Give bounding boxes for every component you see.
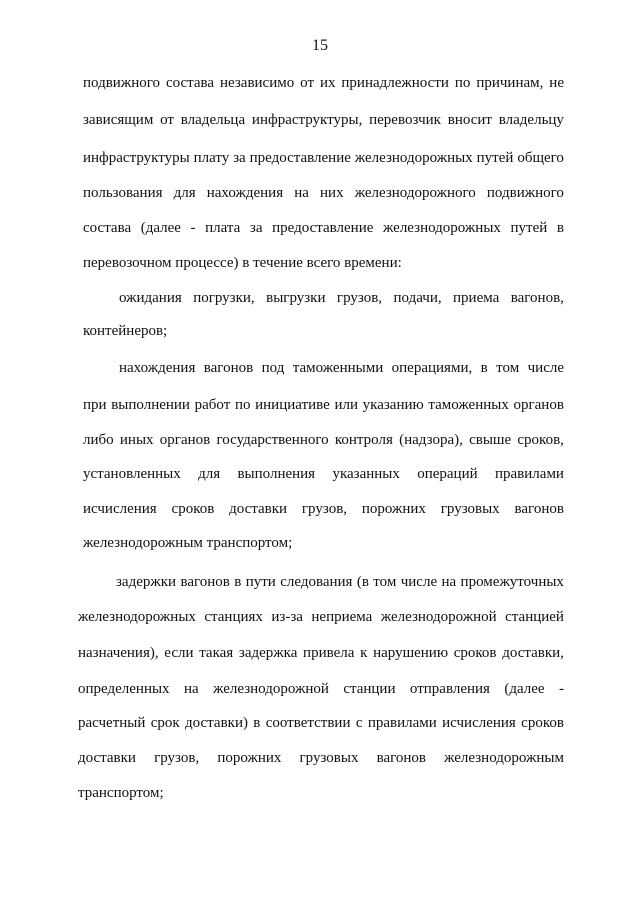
word: срок xyxy=(150,715,180,731)
word: соответствии xyxy=(265,715,351,731)
word: вагонов xyxy=(203,360,254,376)
word: состава xyxy=(165,75,215,91)
text-line xyxy=(78,680,564,698)
word: грузовых xyxy=(299,750,359,766)
word: железнодорожным xyxy=(444,750,564,766)
word: от xyxy=(300,75,315,91)
word: вагонов xyxy=(514,501,564,517)
word: следования xyxy=(280,574,353,590)
word: для xyxy=(198,466,221,482)
word: такая xyxy=(199,645,234,661)
word: либо xyxy=(83,432,114,448)
word: под xyxy=(261,360,285,376)
word: железнодорожных xyxy=(354,150,473,166)
word: доставки) xyxy=(185,715,248,731)
text-line xyxy=(119,359,564,377)
word: нахождения xyxy=(119,360,196,376)
word: органов xyxy=(159,432,211,448)
text-line: транспортом; xyxy=(78,785,164,801)
word: если xyxy=(164,645,194,661)
text-line xyxy=(83,74,564,92)
word: независимо xyxy=(220,75,295,91)
word: контроля xyxy=(334,432,393,448)
word: выгрузки xyxy=(266,290,326,306)
word: зависящим xyxy=(83,112,154,128)
word: них xyxy=(320,185,344,201)
word: доставки, xyxy=(502,645,564,661)
word: от xyxy=(160,112,174,128)
word: вносит xyxy=(447,112,492,128)
word: указанных xyxy=(332,466,400,482)
word: в xyxy=(253,715,261,731)
word: станциях xyxy=(204,609,263,625)
word: станции xyxy=(343,681,396,697)
word: неприема xyxy=(311,609,373,625)
word: правилами xyxy=(495,466,564,482)
word: таможенными xyxy=(292,360,384,376)
word: задержка xyxy=(238,645,298,661)
word: исчисления xyxy=(442,715,516,731)
word: таможенных xyxy=(428,397,509,413)
word: железнодорожной xyxy=(213,681,329,697)
word: том xyxy=(373,574,397,590)
word: за xyxy=(233,150,246,166)
word: при xyxy=(83,397,107,413)
word: пути xyxy=(245,574,276,590)
word: перевозчик xyxy=(369,112,441,128)
word: (в xyxy=(356,574,369,590)
word: исчисления xyxy=(83,501,157,517)
word: железнодорожных xyxy=(78,609,196,625)
word: промежуточных xyxy=(460,574,564,590)
word: для xyxy=(173,185,196,201)
word: органов xyxy=(513,397,564,413)
word: железнодорожного xyxy=(354,185,476,201)
word: инфраструктуры xyxy=(83,150,190,166)
word: свыше xyxy=(469,432,512,448)
text-line: перевозочном процессе) в течение всего времени: xyxy=(83,255,402,271)
text-line xyxy=(83,465,564,483)
word: назначения), xyxy=(78,645,159,661)
word: железнодорожной xyxy=(380,609,497,625)
word: общего xyxy=(517,150,564,166)
word: порожних xyxy=(361,501,426,517)
word: в xyxy=(234,574,242,590)
word: не xyxy=(549,75,564,91)
text-line: железнодорожным транспортом; xyxy=(83,535,293,551)
word: сроков xyxy=(453,645,497,661)
word: погрузки, xyxy=(193,290,255,306)
word: железнодорожных xyxy=(383,220,501,236)
word: порожних xyxy=(217,750,282,766)
word: к xyxy=(360,645,368,661)
text-line: контейнеров; xyxy=(83,323,168,339)
word: их xyxy=(319,75,336,91)
text-line xyxy=(78,714,564,732)
word: - xyxy=(558,681,564,697)
text-line xyxy=(83,149,564,167)
word: инфраструктуры, xyxy=(251,112,363,128)
word: за xyxy=(249,220,263,236)
word: вагонов, xyxy=(510,290,564,306)
word: определенных xyxy=(78,681,170,697)
text-line xyxy=(83,431,564,449)
text-line xyxy=(83,219,564,237)
text-line xyxy=(116,573,564,591)
word: работ xyxy=(194,397,231,413)
word: расчетный xyxy=(78,715,146,731)
word: грузов, xyxy=(301,501,348,517)
word: предоставление xyxy=(249,150,351,166)
word: владельца xyxy=(180,112,246,128)
word: грузовых xyxy=(440,501,500,517)
word: нахождения xyxy=(206,185,284,201)
word: приема xyxy=(453,290,500,306)
word: в xyxy=(556,220,564,236)
word: вагонов xyxy=(180,574,230,590)
word: плата xyxy=(205,220,241,236)
word: на xyxy=(183,681,199,697)
text-line xyxy=(119,289,564,307)
word: сроков xyxy=(171,501,215,517)
word: сроков, xyxy=(517,432,564,448)
word: нарушению xyxy=(373,645,449,661)
word: по xyxy=(234,397,251,413)
word: пользования xyxy=(83,185,163,201)
word: доставки xyxy=(78,750,136,766)
text-line xyxy=(83,111,564,129)
text-line xyxy=(83,184,564,202)
word: вагонов xyxy=(376,750,426,766)
word: на xyxy=(294,185,309,201)
word: числе xyxy=(527,360,564,376)
word: станцией xyxy=(505,609,564,625)
word: в xyxy=(480,360,488,376)
text-line xyxy=(78,608,564,626)
word: (надзора), xyxy=(399,432,463,448)
word: с xyxy=(355,715,363,731)
word: том xyxy=(496,360,520,376)
word: подвижного xyxy=(486,185,564,201)
word: принадлежности xyxy=(341,75,449,91)
word: подвижного xyxy=(83,75,161,91)
word: плату xyxy=(193,150,230,166)
word: предоставление xyxy=(272,220,374,236)
text-line xyxy=(83,500,564,518)
word: государственного xyxy=(216,432,329,448)
word: (далее xyxy=(504,681,545,697)
word: числе xyxy=(400,574,438,590)
word: привела xyxy=(303,645,355,661)
page-number: 15 xyxy=(312,37,328,54)
word: указанию xyxy=(362,397,424,413)
word: установленных xyxy=(83,466,181,482)
word: операциями, xyxy=(391,360,473,376)
text-line xyxy=(78,644,564,662)
word: причинам, xyxy=(476,75,544,91)
word: путей xyxy=(510,220,548,236)
word: на xyxy=(441,574,457,590)
word: ожидания xyxy=(119,290,182,306)
word: владельцу xyxy=(498,112,564,128)
word: задержки xyxy=(116,574,177,590)
word: из-за xyxy=(271,609,303,625)
word: путей xyxy=(476,150,514,166)
word: грузов, xyxy=(154,750,200,766)
word: инициативе xyxy=(255,397,330,413)
word: правилами xyxy=(367,715,437,731)
text-line xyxy=(83,396,564,414)
word: иных xyxy=(119,432,154,448)
word: сроков xyxy=(521,715,564,731)
word: выполнения xyxy=(237,466,316,482)
word: (далее xyxy=(140,220,181,236)
word: доставки xyxy=(229,501,288,517)
word: выполнении xyxy=(111,397,190,413)
word: отправления xyxy=(409,681,490,697)
word: по xyxy=(454,75,471,91)
word: подачи, xyxy=(393,290,442,306)
word: состава xyxy=(83,220,132,236)
word: или xyxy=(334,397,358,413)
word: грузов, xyxy=(336,290,383,306)
word: - xyxy=(190,220,196,236)
text-line xyxy=(78,749,564,767)
word: операций xyxy=(417,466,478,482)
